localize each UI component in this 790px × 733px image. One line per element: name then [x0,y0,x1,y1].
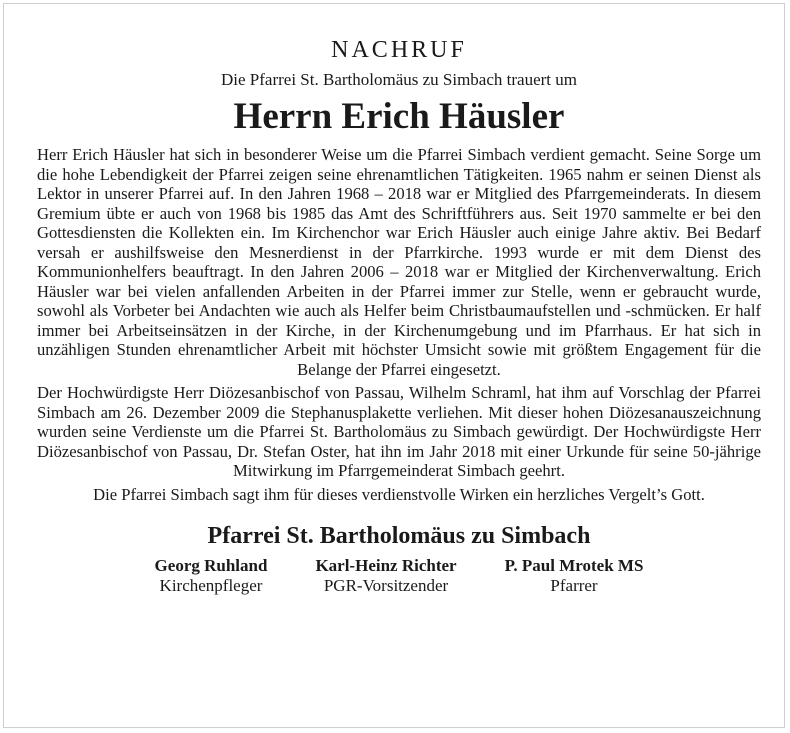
notice-content [37,4,761,596]
signer-name: Georg Ruhland [154,556,268,575]
signer [505,556,644,596]
deceased-name: Herrn Erich Häusler [233,96,565,137]
paragraph-biography: Herr Erich Häusler hat sich in besonderer Weise um die Pfarrei Simbach verdient gemacht. Seine Sorge um die hohe Lebendigkeit der Pfarrei zeigen seine ehrenamtlichen Tätigkeiten. 1965 nahm er seinen Dienst als Lektor in unserer Pfarrei auf. In den Jahren 1968 – 2018 war er Mitglied des Pfarrgemeinderats. In diesem Gremium übte er auch von 1968 bis 1985 das Amt des Schriftführers aus. Seit 1970 sammelte er bei den Gottesdiensten die Kollekten ein. Im Kirchenchor war Erich Häusler auch einige Jahre aktiv. Bei Bedarf versah er aushilfsweise den Mesnerdienst in der Pfarrkirche. 1993 wurde er mit dem Dienst des Kommunionhelfers beauftragt. In den Jahren 2006 – 2018 war er Mitglied der Kirchenverwaltung. Erich Häusler war bei vielen anfallenden Arbeiten in der Pfarrei immer zur Stelle, wenn er gebraucht wurde, sowohl als Vorbeter bei Andachten wie auch als Helfer beim Christbaumaufstellen und -schmücken. Er half immer bei Arbeitseinsätzen in der Kirche, in der Kirchenumgebung und im Pfarrhaus. Er hat sich in unzähligen Stunden ehrenamtlicher Arbeit mit höchster Umsicht sowie mit größtem Engagement für die Belange der Pfarrei eingesetzt. [37,145,761,379]
notice-subline: Die Pfarrei St. Bartholomäus zu Simbach trauert um [221,70,577,89]
notice-heading: NACHRUF [331,37,467,63]
paragraph-thanks: Die Pfarrei Simbach sagt ihm für dieses verdienstvolle Wirken ein herzliches Vergelt’s Gott. [93,484,705,504]
signer-role: Kirchenpfleger [159,576,263,595]
organization-name: Pfarrei St. Bartholomäus zu Simbach [207,523,591,549]
notice-frame [3,3,785,728]
signer-role: PGR-Vorsitzender [323,576,449,595]
signer-name: P. Paul Mrotek MS [504,556,644,575]
signer [315,556,456,596]
signer [155,556,268,596]
paragraph-honors: Der Hochwürdigste Herr Diözesanbischof von Passau, Wilhelm Schraml, hat ihm auf Vorschlag der Pfarrei Simbach am 26. Dezember 2009 die Stephanusplakette verliehen. Mit dieser hohen Diözesanauszeichnung wurden seine Verdienste um die Pfarrei St. Bartholomäus zu Simbach gewürdigt. Der Hochwürdigste Herr Diözesanbischof von Passau, Dr. Stefan Oster, hat ihn im Jahr 2018 mit einer Urkunde für seine 50-jährige Mitwirkung im Pfarrgemeinderat Simbach geehrt. [37,383,761,480]
signer-name: Karl-Heinz Richter [315,556,457,575]
signers [37,556,761,596]
signer-role: Pfarrer [550,576,598,595]
